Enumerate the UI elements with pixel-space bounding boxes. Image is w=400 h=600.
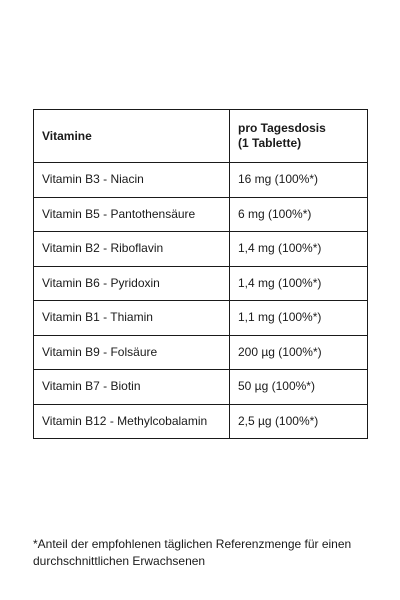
- table-header-row: [34, 110, 368, 163]
- cell-dose: 50 µg (100%*): [230, 370, 368, 405]
- table-row: [34, 163, 368, 198]
- cell-vitamin: Vitamin B9 - Folsäure: [34, 335, 230, 370]
- cell-vitamin: Vitamin B1 - Thiamin: [34, 301, 230, 336]
- cell-dose: 16 mg (100%*): [230, 163, 368, 198]
- footnote-line2: durchschnittlichen Erwachsenen: [33, 554, 206, 568]
- cell-vitamin: Vitamin B5 - Pantothensäure: [34, 197, 230, 232]
- cell-vitamin: Vitamin B3 - Niacin: [34, 163, 230, 198]
- table-row: [34, 197, 368, 232]
- cell-vitamin: Vitamin B7 - Biotin: [34, 370, 230, 405]
- cell-vitamin: Vitamin B12 - Methylcobalamin: [34, 404, 230, 439]
- table-row: [34, 232, 368, 267]
- table-row: [34, 370, 368, 405]
- header-dose-line2: (1 Tablette): [238, 136, 302, 150]
- table-row: [34, 301, 368, 336]
- header-dose-line1: pro Tagesdosis: [238, 121, 326, 135]
- cell-dose: 1,4 mg (100%*): [230, 266, 368, 301]
- cell-dose: 1,4 mg (100%*): [230, 232, 368, 267]
- table-row: [34, 404, 368, 439]
- cell-dose: 6 mg (100%*): [230, 197, 368, 232]
- footnote: [33, 536, 373, 570]
- header-dose: [230, 110, 368, 163]
- cell-dose: 1,1 mg (100%*): [230, 301, 368, 336]
- cell-vitamin: Vitamin B2 - Riboflavin: [34, 232, 230, 267]
- cell-dose: 2,5 µg (100%*): [230, 404, 368, 439]
- vitamin-table: [33, 109, 368, 439]
- cell-vitamin: Vitamin B6 - Pyridoxin: [34, 266, 230, 301]
- table-row: [34, 266, 368, 301]
- header-vitamin: Vitamine: [34, 110, 230, 163]
- cell-dose: 200 µg (100%*): [230, 335, 368, 370]
- table-row: [34, 335, 368, 370]
- footnote-line1: *Anteil der empfohlenen täglichen Referenzmenge für einen: [33, 537, 352, 551]
